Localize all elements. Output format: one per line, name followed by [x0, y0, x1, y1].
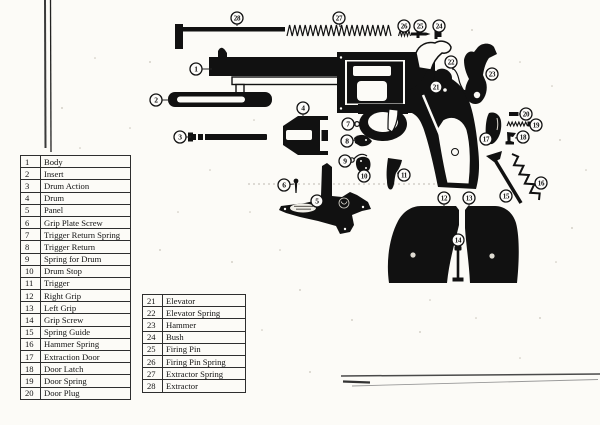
- table-row: [21, 387, 131, 399]
- part-number: 17: [21, 351, 41, 363]
- table-row: [21, 363, 131, 375]
- callout-14-grip-screw: [452, 234, 464, 247]
- part-extractor: [175, 24, 285, 49]
- part-panel: [279, 163, 371, 234]
- part-grip-screw: [453, 246, 464, 282]
- part-name: Spring for Drum: [41, 253, 131, 265]
- part-number: 15: [21, 326, 41, 338]
- callout-number: 22: [447, 58, 455, 67]
- callout-9-spring-for-drum: [339, 155, 352, 167]
- table-row: [21, 302, 131, 314]
- part-left-grip: [465, 206, 519, 283]
- part-number: 28: [143, 380, 163, 392]
- callout-number: 9: [343, 156, 347, 166]
- callout-18-door-latch: [515, 131, 529, 143]
- part-name: Grip Plate Screw: [41, 216, 131, 228]
- callout-5-panel: [311, 195, 323, 207]
- part-number: 14: [21, 314, 41, 326]
- part-number: 25: [143, 343, 163, 355]
- callout-24-bush: [433, 20, 445, 32]
- callout-number: 28: [233, 14, 241, 23]
- table-row: [21, 314, 131, 326]
- part-name: Extractor Spring: [163, 368, 246, 380]
- part-number: 26: [143, 355, 163, 367]
- part-name: Grip Screw: [41, 314, 131, 326]
- part-number: 10: [21, 265, 41, 277]
- part-name: Trigger Return Spring: [41, 229, 131, 241]
- part-number: 2: [21, 168, 41, 180]
- callout-number: 25: [416, 22, 424, 31]
- callout-number: 6: [282, 180, 286, 190]
- callout-number: 21: [432, 83, 440, 92]
- callout-number: 26: [400, 22, 408, 31]
- part-name: Door Latch: [41, 363, 131, 375]
- callout-number: 8: [345, 136, 349, 146]
- part-number: 9: [21, 253, 41, 265]
- part-number: 19: [21, 375, 41, 387]
- callout-number: 15: [502, 192, 510, 201]
- callout-number: 20: [522, 110, 530, 119]
- table-row: [143, 307, 246, 319]
- part-name: Elevator Spring: [163, 307, 246, 319]
- part-number: 8: [21, 241, 41, 253]
- part-name: Insert: [41, 168, 131, 180]
- part-name: Door Plug: [41, 387, 131, 399]
- callout-21-elevator: [430, 81, 442, 93]
- part-number: 22: [143, 307, 163, 319]
- table-row: [21, 241, 131, 253]
- table-row: [143, 355, 246, 367]
- callout-number: 13: [465, 194, 473, 203]
- table-row: [21, 265, 131, 277]
- table-row: [21, 277, 131, 289]
- callout-number: 16: [537, 179, 545, 188]
- part-name: Firing Pin: [163, 343, 246, 355]
- part-door-spring: [507, 122, 530, 127]
- part-name: Body: [41, 156, 131, 168]
- part-insert: [168, 92, 272, 107]
- callout-23-hammer: [486, 68, 498, 80]
- callout-26-firing-pin-spring: [398, 20, 410, 32]
- parts-table-21-28: [142, 294, 246, 393]
- part-extractor-spring: [287, 25, 391, 36]
- part-name: Drum: [41, 192, 131, 204]
- table-row: [21, 351, 131, 363]
- callout-19-door-spring: [529, 119, 542, 131]
- callout-number: 27: [335, 14, 343, 23]
- table-row: [143, 319, 246, 331]
- callout-15-spring-guide: [500, 190, 512, 202]
- callout-number: 1: [194, 64, 198, 74]
- part-right-grip: [388, 206, 459, 283]
- part-number: 13: [21, 302, 41, 314]
- part-number: 4: [21, 192, 41, 204]
- table-row: [21, 180, 131, 192]
- callout-20-door-plug: [519, 108, 532, 120]
- part-name: Hammer: [163, 319, 246, 331]
- parts-table-1-20: [20, 155, 131, 400]
- table-row: [21, 204, 131, 216]
- table-row: [143, 295, 246, 307]
- table-row: [143, 343, 246, 355]
- part-name: Door Spring: [41, 375, 131, 387]
- callout-number: 18: [519, 133, 527, 142]
- part-door-latch: [506, 132, 517, 145]
- part-name: Right Grip: [41, 290, 131, 302]
- part-number: 27: [143, 368, 163, 380]
- callout-number: 14: [454, 236, 462, 245]
- table-row: [143, 368, 246, 380]
- part-name: Hammer Spring: [41, 338, 131, 350]
- callout-16-hammer-spring: [533, 177, 547, 189]
- part-number: 11: [21, 277, 41, 289]
- table-row: [21, 192, 131, 204]
- part-name: Firing Pin Spring: [163, 355, 246, 367]
- callout-number: 5: [315, 196, 319, 206]
- part-name: Elevator: [163, 295, 246, 307]
- callout-6-grip-plate-screw: [278, 179, 294, 191]
- callout-number: 17: [482, 135, 490, 144]
- part-number: 7: [21, 229, 41, 241]
- part-number: 6: [21, 216, 41, 228]
- part-name: Panel: [41, 204, 131, 216]
- part-number: 21: [143, 295, 163, 307]
- part-number: 3: [21, 180, 41, 192]
- callout-number: 12: [440, 194, 448, 203]
- part-number: 24: [143, 331, 163, 343]
- callout-13-left-grip: [463, 192, 475, 207]
- part-number: 12: [21, 290, 41, 302]
- part-name: Spring Guide: [41, 326, 131, 338]
- part-name: Extractor: [163, 380, 246, 392]
- part-drum: [283, 116, 328, 155]
- table-row: [21, 253, 131, 265]
- callout-1-body: [190, 63, 212, 75]
- table-row: [143, 380, 246, 392]
- callout-12-right-grip: [438, 192, 450, 207]
- callout-7-trigger-return-spring: [342, 118, 356, 130]
- table-row: [21, 338, 131, 350]
- part-name: Bush: [163, 331, 246, 343]
- callout-number: 11: [400, 171, 408, 180]
- part-number: 16: [21, 338, 41, 350]
- callout-11-trigger: [397, 169, 410, 181]
- callout-28-extractor: [231, 12, 243, 26]
- table-row: [21, 290, 131, 302]
- callout-number: 7: [346, 119, 350, 129]
- part-name: Extraction Door: [41, 351, 131, 363]
- part-grip-plate-screw: [294, 179, 299, 193]
- callout-4-drum: [297, 102, 309, 117]
- table-row: [21, 216, 131, 228]
- part-number: 1: [21, 156, 41, 168]
- callout-22-elevator-spring: [445, 56, 457, 70]
- part-number: 23: [143, 319, 163, 331]
- callout-number: 3: [178, 132, 182, 142]
- callout-2-insert: [150, 94, 170, 106]
- table-row: [21, 326, 131, 338]
- callout-number: 2: [154, 95, 158, 105]
- table-row: [21, 168, 131, 180]
- callout-number: 10: [360, 172, 368, 181]
- part-name: Trigger Return: [41, 241, 131, 253]
- part-name: Left Grip: [41, 302, 131, 314]
- callout-17-extraction-door: [480, 133, 492, 145]
- callout-number: 4: [301, 103, 305, 113]
- part-name: Drum Action: [41, 180, 131, 192]
- part-number: 5: [21, 204, 41, 216]
- part-number: 18: [21, 363, 41, 375]
- callout-25-firing-pin: [414, 20, 426, 32]
- callout-8-trigger-return: [341, 135, 356, 147]
- parts-layer: [168, 24, 540, 283]
- callout-number: 23: [488, 70, 496, 79]
- table-row: [21, 229, 131, 241]
- callout-number: 24: [435, 22, 443, 31]
- part-door-plug: [509, 112, 519, 116]
- part-number: 20: [21, 387, 41, 399]
- part-name: Drum Stop: [41, 265, 131, 277]
- callout-number: 19: [532, 121, 540, 130]
- callout-10-drum-stop: [358, 170, 370, 182]
- callout-27-extractor-spring: [333, 12, 345, 27]
- part-drum-action: [188, 133, 267, 142]
- table-row: [21, 156, 131, 168]
- part-name: Trigger: [41, 277, 131, 289]
- table-row: [143, 331, 246, 343]
- table-row: [21, 375, 131, 387]
